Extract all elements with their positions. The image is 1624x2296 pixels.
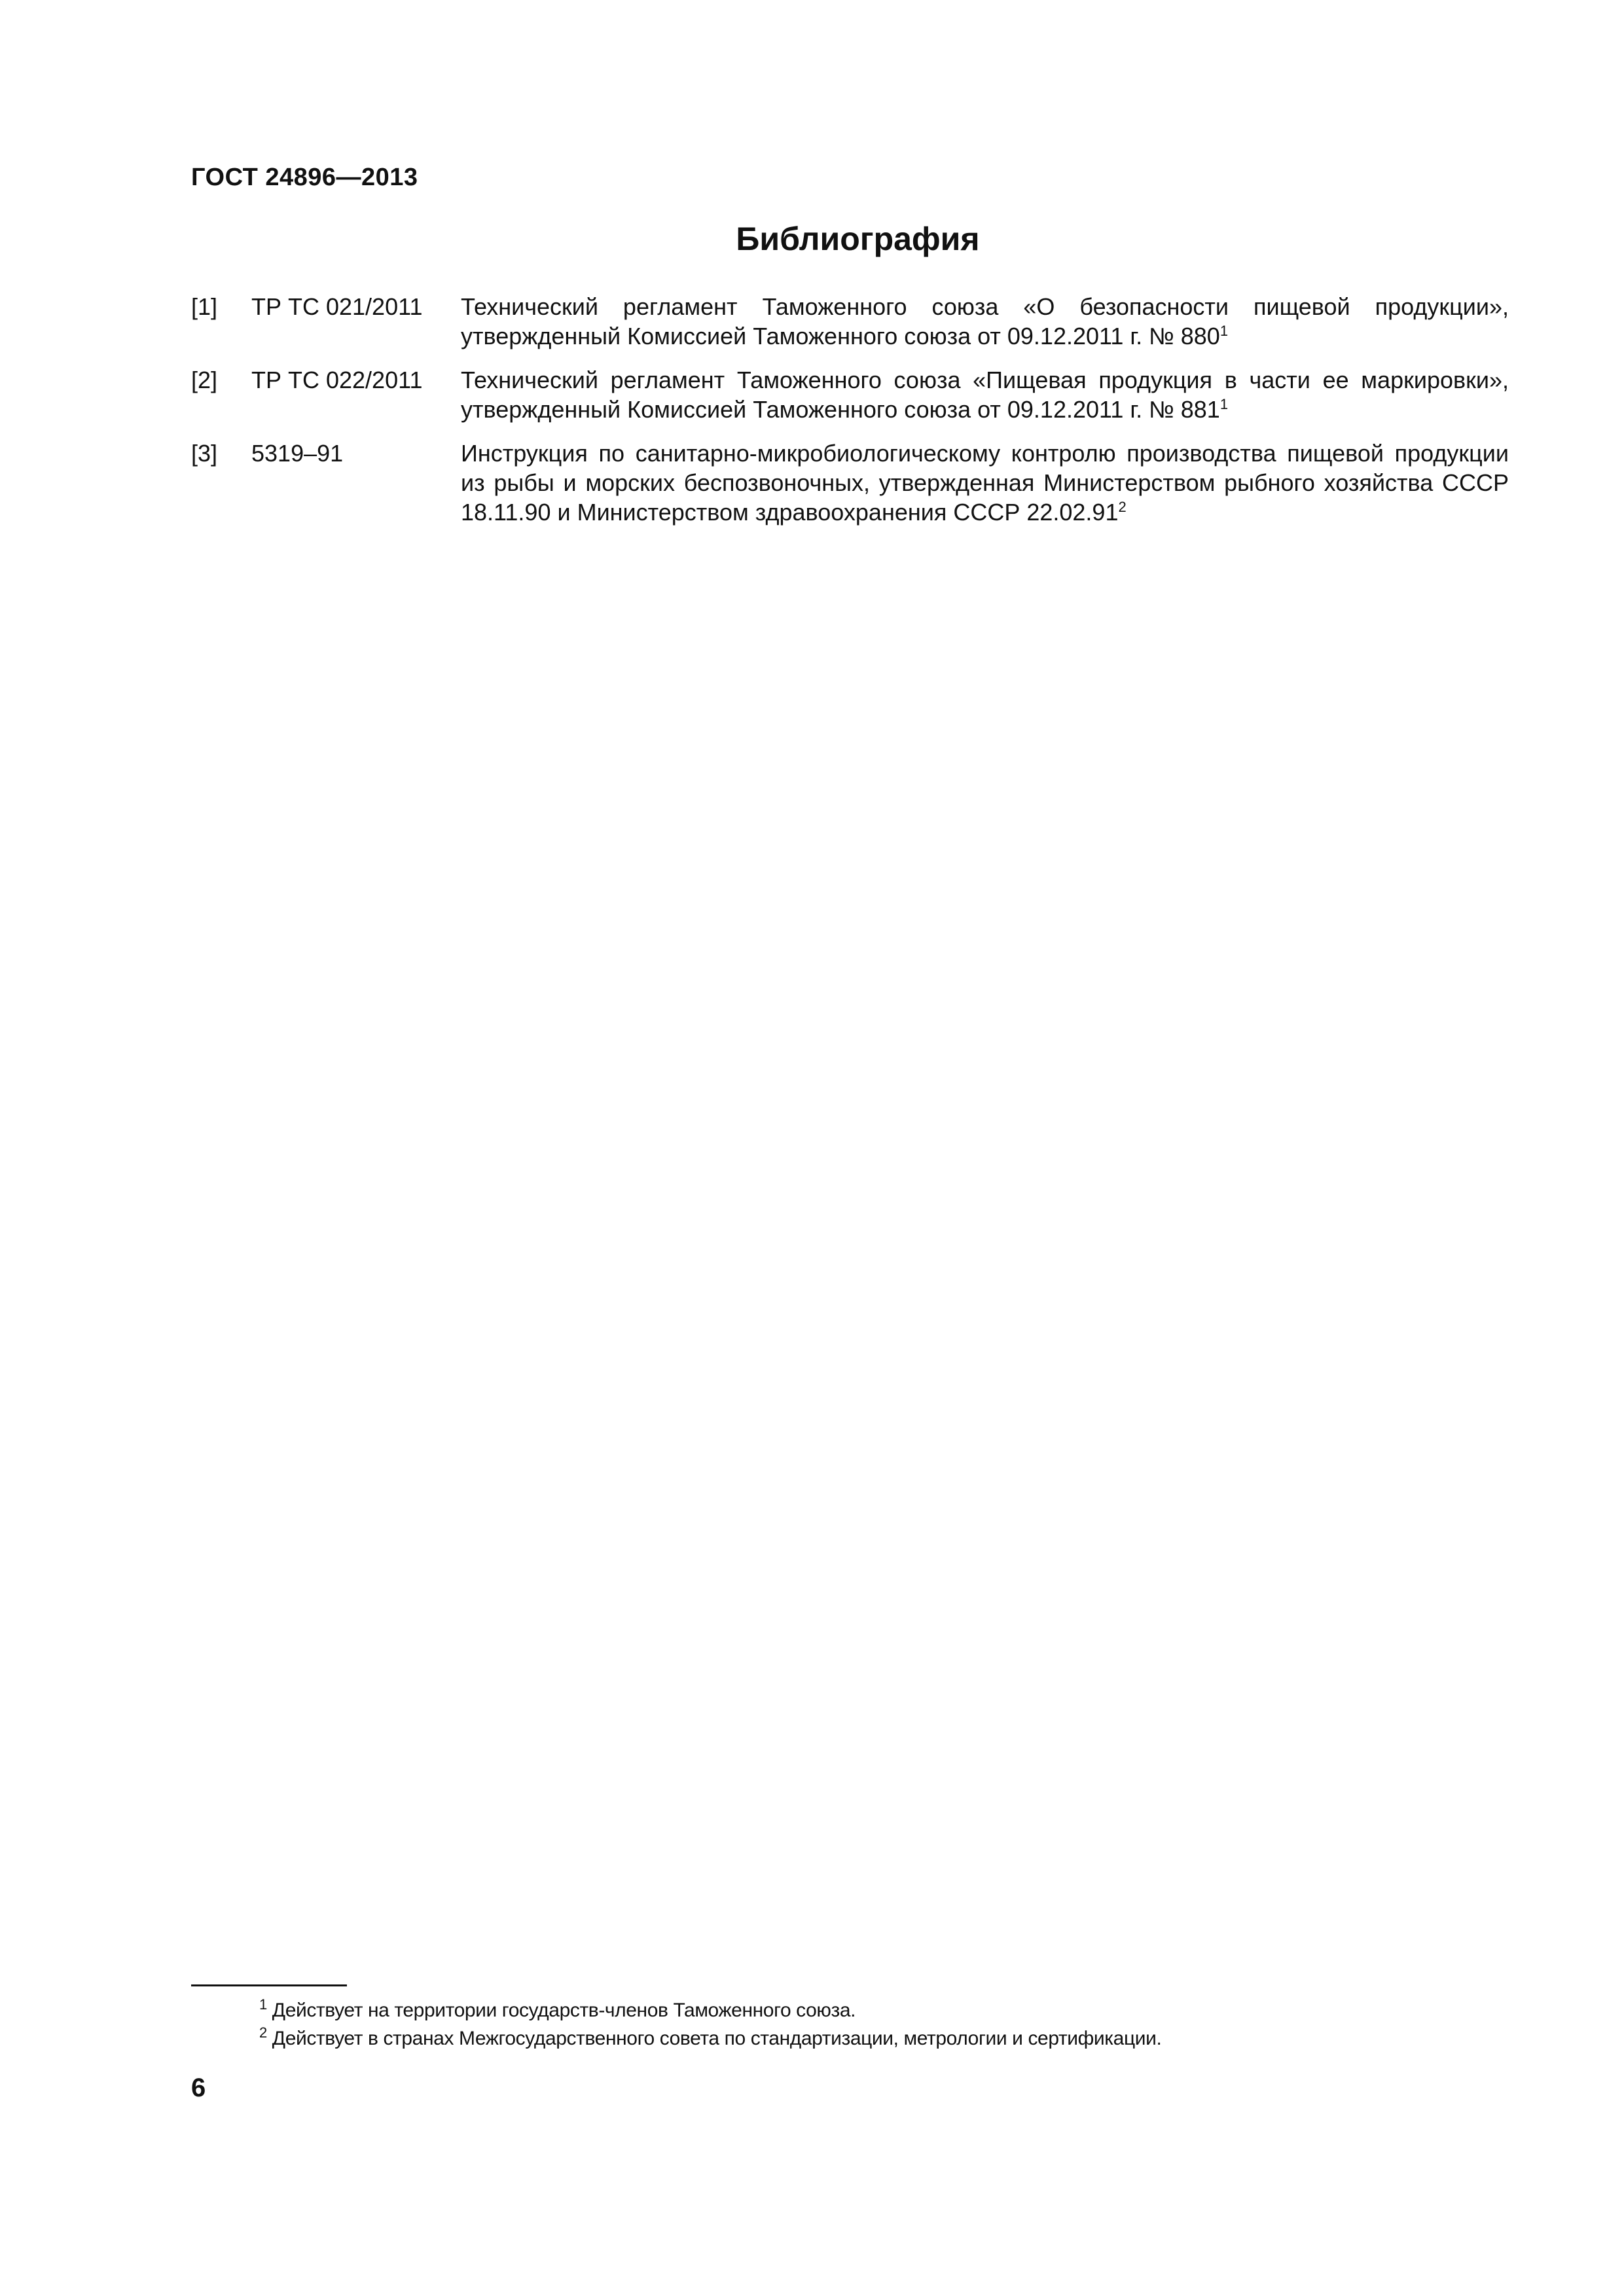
- entry-text: [461, 292, 1509, 351]
- footnote-ref: 2: [1118, 499, 1127, 515]
- bibliography-list: [191, 292, 1509, 541]
- entry-code: 5319–91: [251, 440, 344, 467]
- footnotes: [259, 1996, 1503, 2053]
- entry-text: [461, 365, 1509, 424]
- entry-text-body: Инструкция по санитарно-микробиологическому контролю производства пищевой продукции из рыбы и морских беспозвоночных, утвержденная Министерством рыбного хозяйства СССР 18.11.90 и Министерством здравоохранения СССР 22.02.91: [461, 440, 1509, 526]
- footnote-mark: 1: [259, 1996, 267, 2013]
- entry-code: ТР ТС 021/2011: [251, 293, 423, 320]
- footnote: [259, 2024, 1503, 2053]
- footnote-ref: 1: [1219, 396, 1229, 412]
- entry-text-body: Технический регламент Таможенного союза «О безопасности пищевой продукции», утвержденный Комиссией Таможенного союза от 09.12.2011 г. № 880: [461, 293, 1509, 350]
- bibliography-entry: [191, 439, 1509, 527]
- section-title: Библиография: [736, 221, 980, 257]
- footnote-separator: [191, 1984, 347, 1986]
- footnote: [259, 1996, 1503, 2024]
- footnote-mark: 2: [259, 2024, 267, 2041]
- page-number: 6: [191, 2073, 206, 2102]
- entry-text-body: Технический регламент Таможенного союза «Пищевая продукция в части ее маркировки», утвержденный Комиссией Таможенного союза от 09.12.2011 г. № 881: [461, 367, 1509, 423]
- footnote-text: Действует в странах Межгосударственного совета по стандартизации, метрологии и сертификации.: [272, 2028, 1162, 2049]
- entry-code: ТР ТС 022/2011: [251, 367, 423, 393]
- footnote-ref: 1: [1219, 323, 1229, 339]
- entry-number: [1]: [191, 293, 218, 320]
- bibliography-entry: [191, 292, 1509, 351]
- document-code: ГОСТ 24896—2013: [191, 164, 418, 191]
- entry-text: [461, 439, 1509, 527]
- entry-number: [2]: [191, 367, 218, 393]
- bibliography-entry: [191, 365, 1509, 424]
- entry-number: [3]: [191, 440, 218, 467]
- footnote-text: Действует на территории государств-членов Таможенного союза.: [272, 2000, 856, 2021]
